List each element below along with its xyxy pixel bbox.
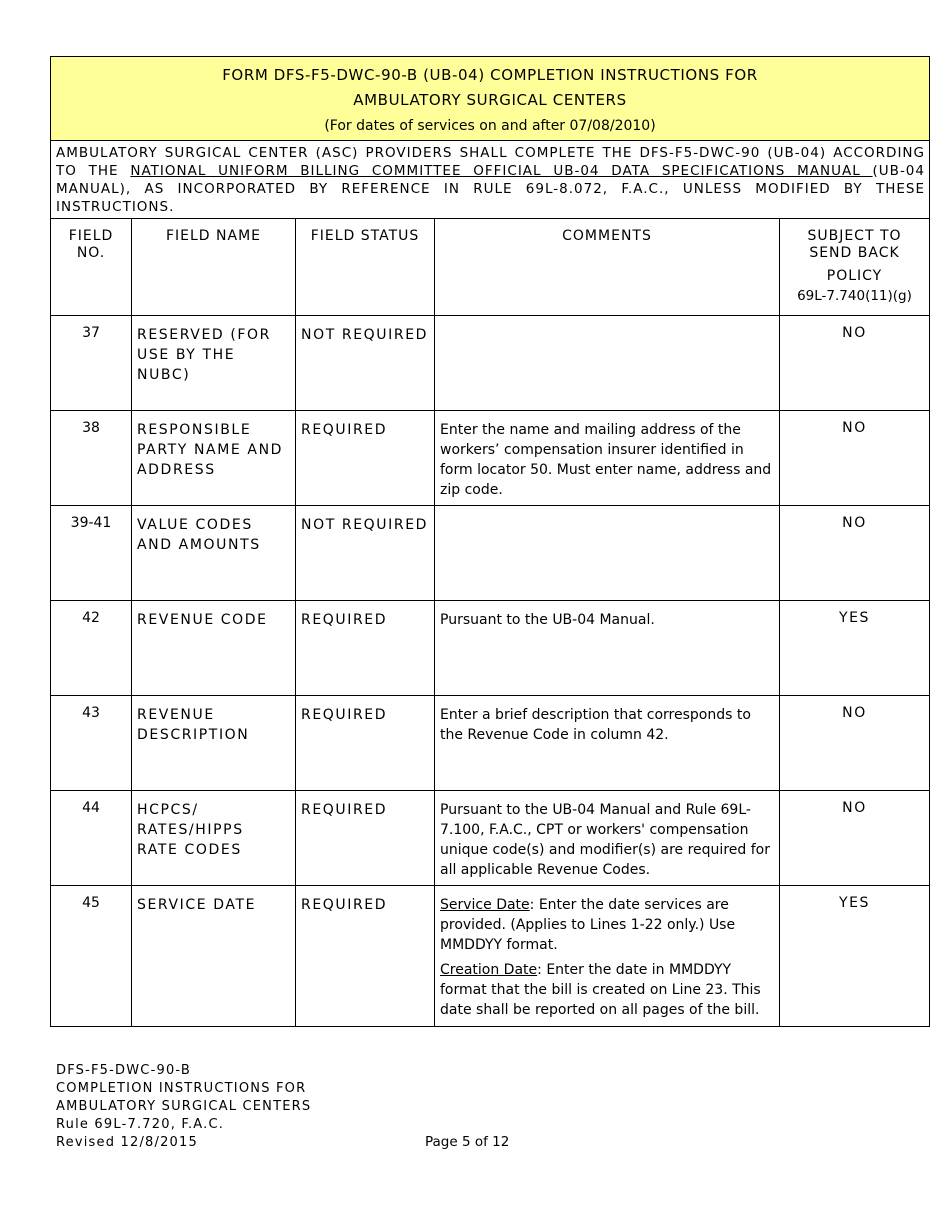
table-header-row [51, 219, 929, 316]
service-date-paragraph [440, 895, 774, 955]
field-comments: Pursuant to the UB-04 Manual. [435, 601, 780, 695]
field-comments: Enter the name and mailing address of the workers’ compensation insurer identified in form locator 50. Must enter name, address and zip code. [435, 411, 780, 505]
header-rule: 69L-7.740(11)(g) [797, 288, 912, 304]
field-no: 45 [51, 886, 132, 1026]
footer-form-number: DFS-F5-DWC-90-B [56, 1063, 191, 1078]
field-no: 38 [51, 411, 132, 505]
creation-date-label: Creation Date [440, 962, 538, 978]
field-comments: Enter a brief description that corresponds to the Revenue Code in column 42. [435, 696, 780, 790]
header-send-back [780, 219, 929, 315]
table-row [51, 791, 929, 886]
field-status: REQUIRED [296, 696, 435, 790]
table-row [51, 696, 929, 791]
field-status: REQUIRED [296, 791, 435, 885]
footer-revised: Revised 12/8/2015 [56, 1135, 198, 1150]
intro-manual-reference: NATIONAL UNIFORM BILLING COMMITTEE OFFICIAL UB-04 DATA SPECIFICATIONS MANUAL [130, 163, 873, 179]
table-row [51, 316, 929, 411]
field-name: RESERVED (FOR USE BY THE NUBC) [132, 316, 296, 410]
page-number: Page 5 of 12 [425, 1134, 510, 1150]
field-no: 44 [51, 791, 132, 885]
intro-text-2: (UB-04 MANUAL), AS INCORPORATED BY REFERENCE IN RULE 69L-8.072, F.A.C., UNLESS MODIFIED BY THESE INSTRUCTIONS. [56, 163, 925, 215]
field-send-back: YES [838, 610, 871, 626]
field-name: SERVICE DATE [132, 886, 296, 1026]
table-row [51, 886, 929, 1026]
field-send-back: NO [842, 705, 867, 721]
field-status: NOT REQUIRED [296, 316, 435, 410]
field-send-back: YES [838, 895, 871, 911]
field-name: HCPCS/ RATES/HIPPS RATE CODES [132, 791, 296, 885]
field-name: VALUE CODES AND AMOUNTS [132, 506, 296, 600]
service-date-label: Service Date [440, 897, 530, 913]
field-status: REQUIRED [296, 411, 435, 505]
form-title-block [51, 57, 929, 141]
table-row [51, 506, 929, 601]
footer-title-1: COMPLETION INSTRUCTIONS FOR [56, 1081, 307, 1096]
field-status: REQUIRED [296, 601, 435, 695]
header-field-name: FIELD NAME [132, 219, 296, 315]
header-field-status: FIELD STATUS [296, 219, 435, 315]
footer-title-2: AMBULATORY SURGICAL CENTERS [56, 1099, 312, 1114]
field-no: 43 [51, 696, 132, 790]
header-field-no: FIELD NO. [51, 219, 132, 315]
field-comments [435, 506, 780, 600]
field-send-back: NO [842, 515, 867, 531]
table-row [51, 411, 929, 506]
intro-text-1: AMBULATORY SURGICAL CENTER (ASC) PROVIDERS SHALL COMPLETE THE DFS-F5-DWC-90 (UB-04) ACCORDING TO THE [56, 145, 925, 179]
field-send-back: NO [842, 420, 867, 436]
creation-date-text: : Enter the date in MMDDYY format that the bill is created on Line 23. This date shall be reported on all pages of the bill. [440, 962, 761, 1018]
field-send-back: NO [842, 800, 867, 816]
form-title-line-1: FORM DFS-F5-DWC-90-B (UB-04) COMPLETION INSTRUCTIONS FOR [222, 66, 758, 84]
field-name: REVENUE CODE [132, 601, 296, 695]
creation-date-paragraph [440, 960, 774, 1020]
header-policy: POLICY [826, 268, 883, 284]
intro-paragraph [51, 141, 929, 219]
document-footer [56, 1062, 311, 1152]
table-row [51, 601, 929, 696]
form-title-line-2: AMBULATORY SURGICAL CENTERS [353, 91, 627, 109]
header-subject: SUBJECT TO SEND BACK [807, 228, 902, 261]
footer-rule: Rule 69L-7.720, F.A.C. [56, 1117, 225, 1132]
field-send-back: NO [842, 325, 867, 341]
field-name: RESPONSIBLE PARTY NAME AND ADDRESS [132, 411, 296, 505]
header-comments: COMMENTS [435, 219, 780, 315]
form-title-dates: (For dates of services on and after 07/08/2010) [324, 118, 656, 134]
field-comments: Pursuant to the UB-04 Manual and Rule 69L-7.100, F.A.C., CPT or workers' compensation unique code(s) and modifier(s) are required for all applicable Revenue Codes. [435, 791, 780, 885]
field-no: 39-41 [51, 506, 132, 600]
field-status: REQUIRED [296, 886, 435, 1026]
field-comments [435, 886, 780, 1026]
service-date-text: : Enter the date services are provided. (Applies to Lines 1-22 only.) Use MMDDYY format. [440, 897, 736, 953]
completion-instructions-table [50, 56, 930, 1027]
field-comments [435, 316, 780, 410]
field-status: NOT REQUIRED [296, 506, 435, 600]
field-name: REVENUE DESCRIPTION [132, 696, 296, 790]
field-no: 42 [51, 601, 132, 695]
field-no: 37 [51, 316, 132, 410]
